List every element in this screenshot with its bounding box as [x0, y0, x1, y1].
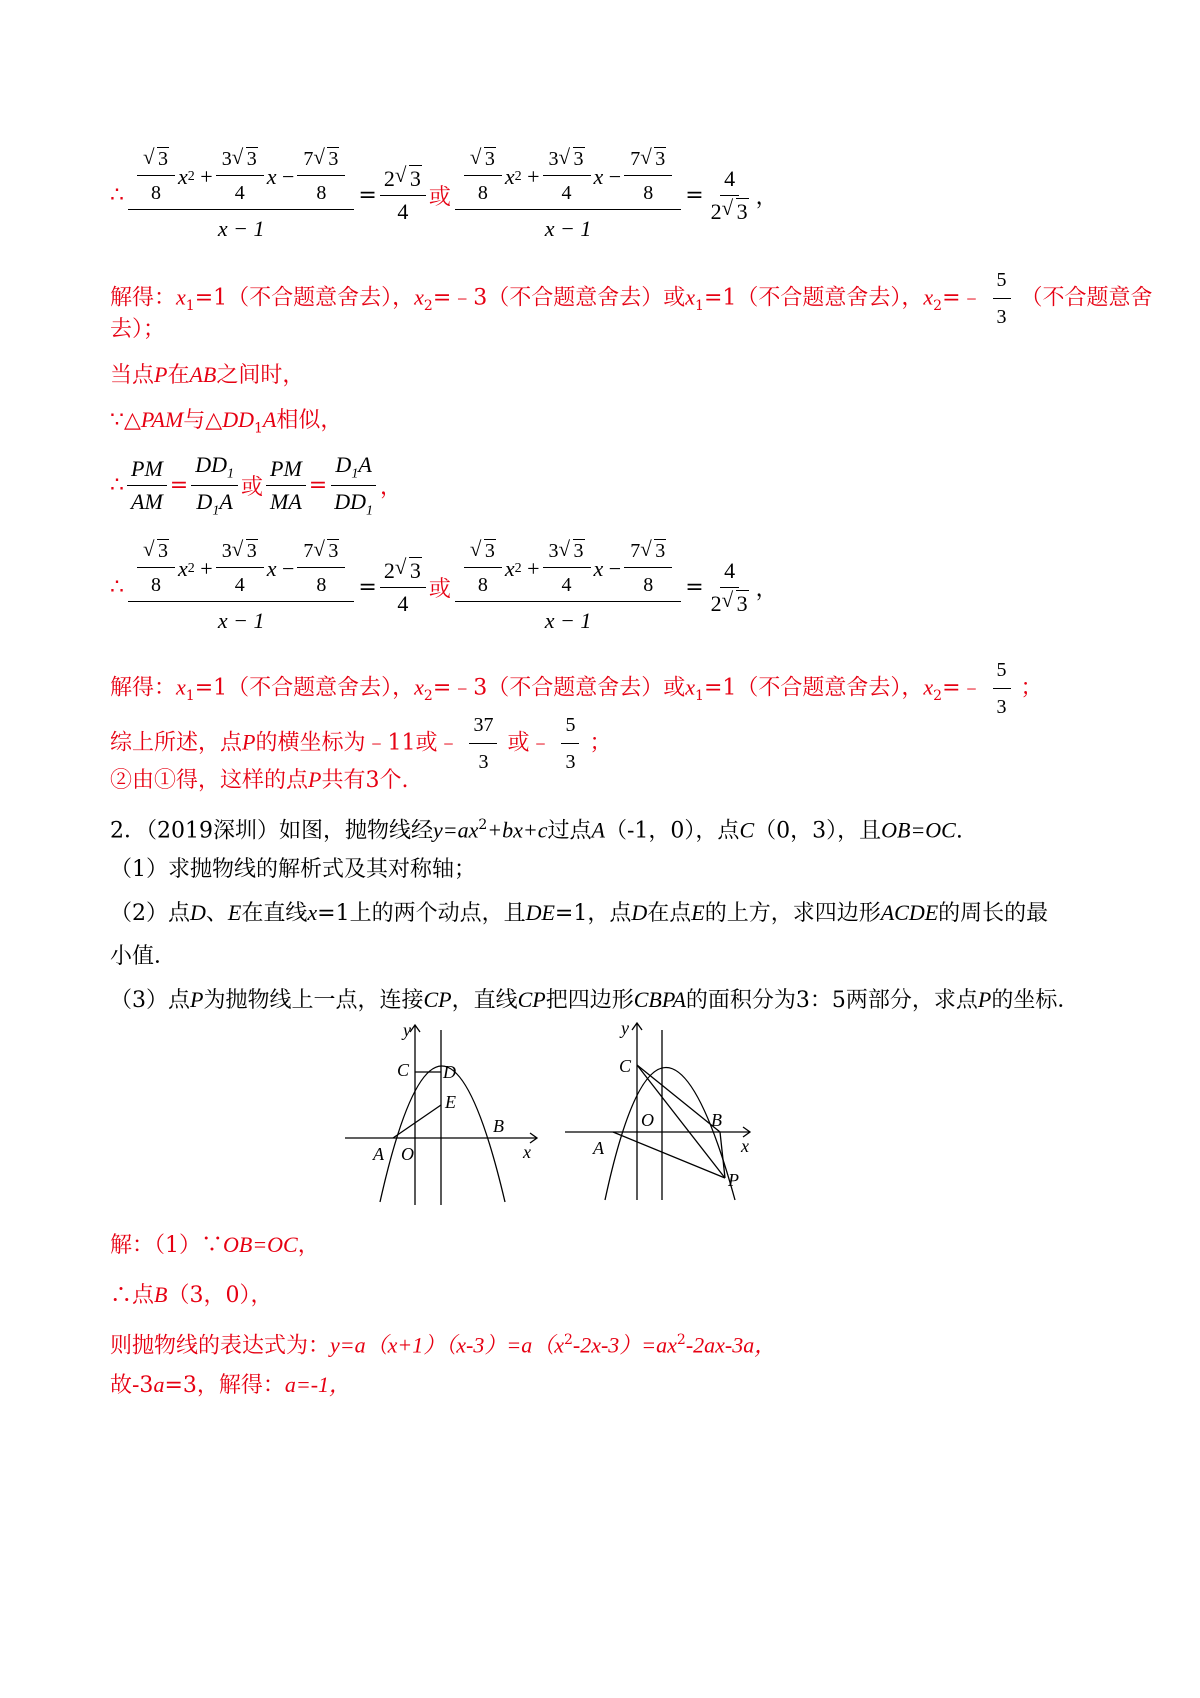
big-fraction-right: √ $\frac{3}{8}$ x 2 + $\frac{3√ 3}{4}$ x − $\frac{7√ 3}{8}$ x − 1 [455, 148, 681, 242]
svg-text:A: A [593, 1138, 604, 1158]
svg-text:B: B [493, 1116, 504, 1136]
or-word: 或 [428, 184, 451, 210]
svg-text:D: D [443, 1062, 456, 1082]
ratio-line: ∴ $\frac{PM}{AM}$ = $\frac{DD_1}{D_1A}$ 或 $\frac{PM}{MA}$ = $\frac{D_1A}{DD_1}$ ， [110, 452, 402, 519]
equation-row-2: ∴ √ $\frac{3}{8}$ x 2 + $\frac{3√ 3}{4}$ x − $\frac{7√ 3}{8}$ x − 1 = $\frac{2√ 3}{4}$ 或 √ $\frac{3}{8}$ x 2 + $\frac{3√ 3}{4}$ x − $\frac{7√ 3}{8}$ x − 1 = $\frac{4}{2√ 3}$ ， [110, 540, 778, 634]
case-line: 当点P在AB之间时， [110, 362, 305, 388]
answer-line-1: 解：（1）∵OB=OC， [110, 1232, 320, 1258]
svg-text:y: y [403, 1020, 411, 1040]
svg-text:O: O [401, 1144, 414, 1164]
problem-statement: 2．（2019深圳）如图，抛物线经$y=ax^2+bx+c$过点A（-1，0），点C（0，3），且OB=OC. [110, 817, 963, 844]
svg-text:O: O [641, 1110, 654, 1130]
count-line: ②由①得，这样的点P共有3个. [110, 767, 409, 793]
parabola-figure-1 [345, 1020, 545, 1215]
question-1: （1）求抛物线的解析式及其对称轴； [110, 857, 476, 882]
parabola-figure-2 [565, 1020, 765, 1215]
svg-text:A: A [373, 1144, 384, 1164]
svg-text:C: C [619, 1056, 632, 1076]
answer-line-2: ∴点B（3，0）， [110, 1282, 273, 1308]
svg-text:E: E [445, 1092, 456, 1112]
question-2-cont: 小值． [110, 944, 177, 969]
similar-line: ∵△PAM与$\triangle DD_1A$相似， [110, 407, 343, 437]
svg-text:C: C [397, 1060, 410, 1080]
big-fraction-left: √ $\frac{3}{8}$ x 2 + $\frac{3√ 3}{4}$ x − $\frac{7√ 3}{8}$ x − 1 [128, 148, 354, 242]
solution-line-1-cont: 去）； [110, 317, 166, 342]
therefore-symbol: ∴ [110, 182, 124, 208]
equation-row-1: ∴ √ $\frac{3}{8}$ x 2 + $\frac{3√ 3}{4}$ x − $\frac{7√ 3}{8}$ x − 1 = $\frac{2√ 3}{4}$ 或 √ $\frac{3}{8}$ x 2 + $\frac{3√ 3}{4}$ x − $\frac{7√ 3}{8}$ x − 1 = $\frac{4}{2√ 3}$ ， [110, 148, 778, 242]
svg-text:y: y [621, 1020, 629, 1038]
svg-text:B: B [711, 1110, 722, 1130]
answer-line-4: 故-3a=3，解得：a=-1， [110, 1372, 352, 1398]
svg-text:P: P [728, 1170, 739, 1190]
answer-line-3: 则抛物线的表达式为：$y=a(x+1)(x-3)=a(x^2-2x-3)=ax^2-2ax-3a$， [110, 1332, 777, 1359]
solution-line-2: 解得：$x_1=1$（不合题意舍去），$x_2=﹣3$（不合题意舍去）或$x_1=1$（不合题意舍去），$x_2=﹣$ $\frac{5}{3}$ ； [110, 655, 1043, 722]
summary-line: 综上所述，点P的横坐标为﹣11或﹣ $\frac{37}{3}$ 或﹣ $\frac{5}{3}$ ； [110, 710, 612, 777]
question-2: （2）点D、E在直线x=1上的两个动点，且DE=1，点D在点E的上方，求四边形ACDE的周长的最 [110, 900, 1049, 926]
solution-line-1: 解得：$x_1=1$（不合题意舍去），$x_2=﹣3$（不合题意舍去）或$x_1=1$（不合题意舍去），$x_2=﹣$ $\frac{5}{3}$ （不合题意舍 [110, 265, 1153, 332]
question-3: （3）点P为抛物线上一点，连接CP，直线CP把四边形CBPA的面积分为3：5两部分，求点P的坐标． [110, 987, 1080, 1013]
svg-text:x: x [523, 1142, 531, 1162]
svg-text:x: x [741, 1136, 749, 1156]
